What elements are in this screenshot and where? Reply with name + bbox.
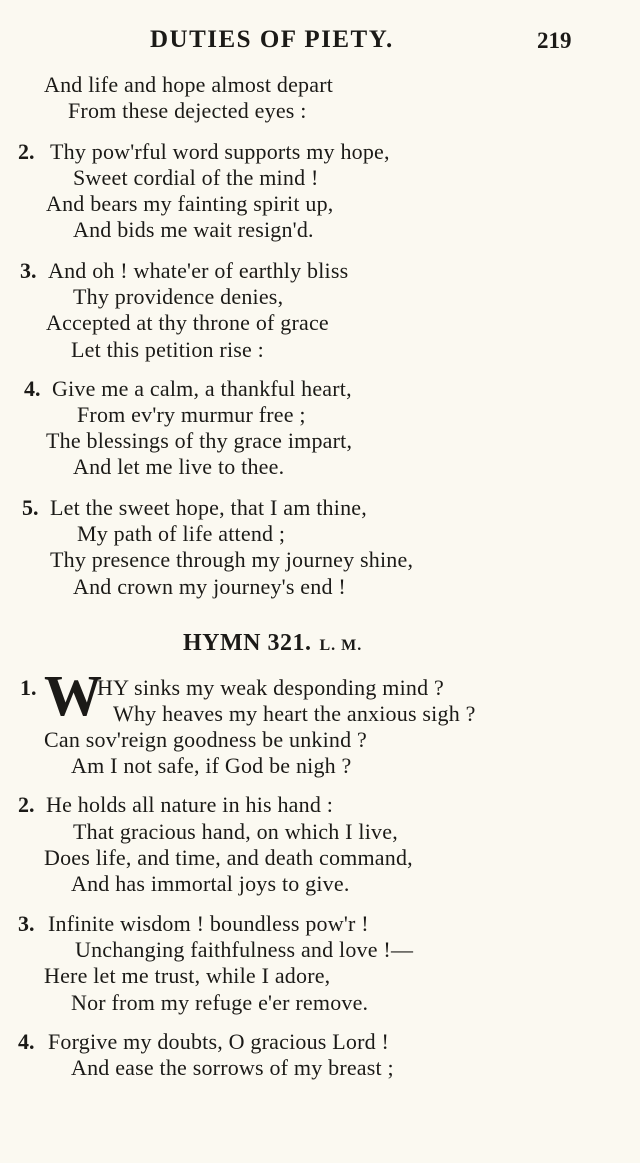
verse-line: And bears my fainting spirit up, [46, 191, 334, 216]
verse-line: Thy pow'rful word supports my hope, [50, 139, 390, 164]
verse-line: Nor from my refuge e'er remove. [71, 990, 369, 1015]
running-head: DUTIES OF PIETY. [150, 26, 394, 53]
verse-line: The blessings of thy grace impart, [46, 428, 353, 453]
verse-line: Thy providence denies, [73, 284, 284, 309]
page-number: 219 [537, 28, 572, 53]
stanza-number: 2. [18, 792, 35, 817]
verse-line: Am I not safe, if God be nigh ? [71, 753, 352, 778]
verse-line: Can sov'reign goodness be unkind ? [44, 727, 367, 752]
verse-line: From these dejected eyes : [68, 98, 307, 123]
stanza-number: 3. [20, 258, 37, 283]
verse-line: Infinite wisdom ! boundless pow'r ! [48, 911, 369, 936]
hymn-meter: L. M. [319, 637, 363, 654]
stanza-number: 4. [24, 376, 41, 401]
verse-line: Thy presence through my journey shine, [50, 547, 414, 572]
verse-line: And has immortal joys to give. [71, 871, 350, 896]
stanza-number: 2. [18, 139, 35, 164]
verse-line: And let me live to thee. [73, 454, 285, 479]
stanza-number: 4. [18, 1029, 35, 1054]
verse-line: Let this petition rise : [71, 337, 264, 362]
stanza-number: 5. [22, 495, 39, 520]
stanza-number: 1. [20, 675, 37, 700]
hymn-number: HYMN 321. [183, 630, 312, 656]
verse-line: Let the sweet hope, that I am thine, [50, 495, 367, 520]
verse-line: And oh ! whate'er of earthly bliss [48, 258, 349, 283]
verse-line: HY sinks my weak desponding mind ? [97, 675, 444, 700]
verse-line: Accepted at thy throne of grace [46, 310, 329, 335]
verse-line: He holds all nature in his hand : [46, 792, 334, 817]
verse-line: And crown my journey's end ! [73, 574, 346, 599]
verse-line: Forgive my doubts, O gracious Lord ! [48, 1029, 390, 1054]
verse-line: My path of life attend ; [77, 521, 286, 546]
verse-line: Why heaves my heart the anxious sigh ? [113, 701, 476, 726]
verse-line: Sweet cordial of the mind ! [73, 165, 319, 190]
verse-line: Here let me trust, while I adore, [44, 963, 331, 988]
verse-line: Give me a calm, a thankful heart, [52, 376, 352, 401]
verse-line: That gracious hand, on which I live, [73, 819, 398, 844]
hymn-title [183, 630, 362, 657]
verse-line: And ease the sorrows of my breast ; [71, 1055, 394, 1080]
verse-line: Unchanging faithfulness and love !— [75, 937, 414, 962]
verse-line: Does life, and time, and death command, [44, 845, 413, 870]
drop-cap: W [44, 663, 102, 728]
stanza-number: 3. [18, 911, 35, 936]
verse-line: And bids me wait resign'd. [73, 217, 314, 242]
verse-line: From ev'ry murmur free ; [77, 402, 306, 427]
verse-line: And life and hope almost depart [44, 72, 334, 97]
